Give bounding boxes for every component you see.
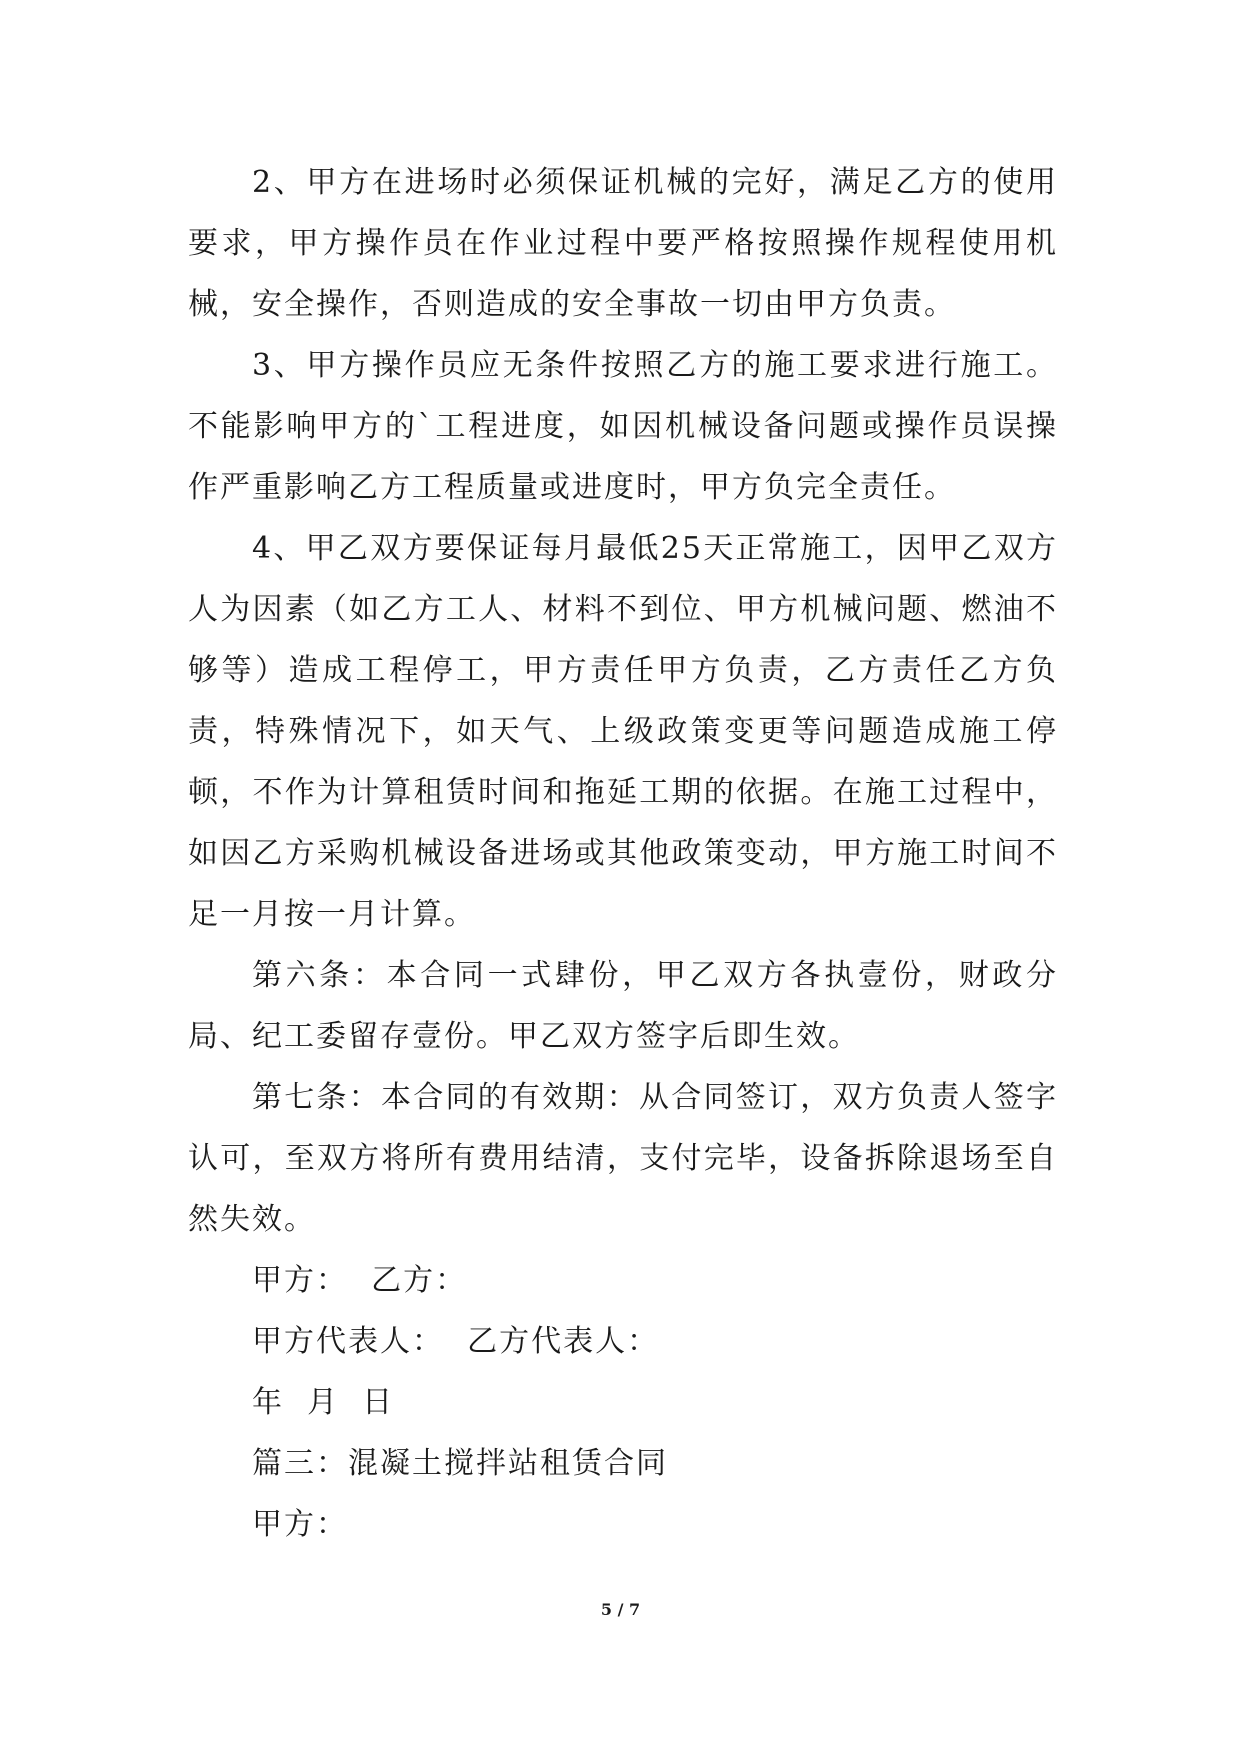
page-number: 5 / 7: [600, 1600, 641, 1619]
representative-line: 甲方代表人： 乙方代表人：: [252, 1324, 660, 1359]
article-7-paragraph: 第七条：本合同的有效期：从合同签订，双方负责人签字认可，至双方将所有费用结清，支付完毕，设备拆除退场至自然失效。: [188, 1080, 1058, 1237]
party-a-line: 甲方：: [252, 1507, 348, 1542]
clause-4-paragraph: 4、甲乙双方要保证每月最低25天正常施工，因甲乙双方人为因素（如乙方工人、材料不到位、甲方机械问题、燃油不够等）造成工程停工，甲方责任甲方负责，乙方责任乙方负责，特殊情况下，如天气、上级政策变更等问题造成施工停顿，不作为计算租赁时间和拖延工期的依据。在施工过程中，如因乙方采购机械设备进场或其他政策变动，甲方施工时间不足一月按一月计算。: [188, 531, 1058, 932]
section-heading: 篇三：混凝土搅拌站租赁合同: [252, 1446, 668, 1481]
party-line: 甲方： 乙方：: [252, 1263, 468, 1298]
clause-3-paragraph: 3、甲方操作员应无条件按照乙方的施工要求进行施工。不能影响甲方的`工程进度，如因机械设备问题或操作员误操作严重影响乙方工程质量或进度时，甲方负完全责任。: [188, 348, 1058, 505]
article-6-paragraph: 第六条：本合同一式肆份，甲乙双方各执壹份，财政分局、纪工委留存壹份。甲乙双方签字后即生效。: [188, 958, 1058, 1054]
clause-2-paragraph: 2、甲方在进场时必须保证机械的完好，满足乙方的使用要求，甲方操作员在作业过程中要严格按照操作规程使用机械，安全操作，否则造成的安全事故一切由甲方负责。: [188, 165, 1058, 322]
document-body: [188, 152, 1058, 1555]
date-line: 年 月 日: [252, 1385, 395, 1420]
